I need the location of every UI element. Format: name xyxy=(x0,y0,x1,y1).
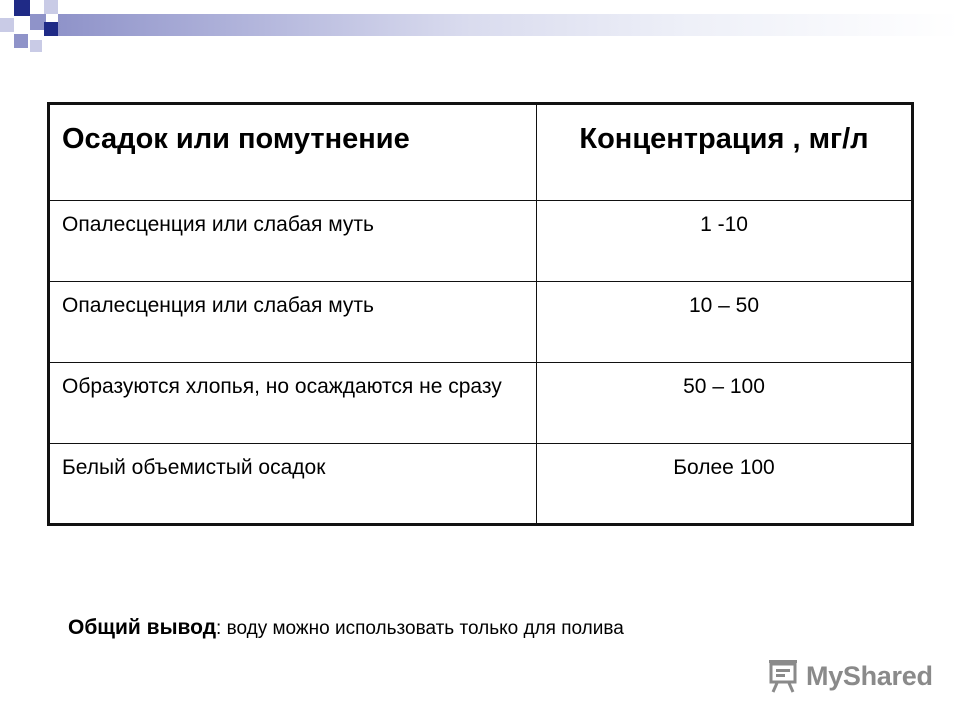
decor-square xyxy=(44,0,58,14)
conclusion-text: : воду можно использовать только для полива xyxy=(216,618,624,639)
table-row xyxy=(49,282,913,363)
decor-square xyxy=(14,34,28,48)
presentation-board-icon xyxy=(766,658,800,694)
table-row xyxy=(49,363,913,444)
row-description: Опалесценция или слабая муть xyxy=(49,201,537,282)
decor-square xyxy=(14,0,30,16)
header-decoration xyxy=(0,0,960,60)
column-header-concentration: Концентрация , мг/л xyxy=(537,104,913,201)
table-header-row xyxy=(49,104,913,201)
column-header-sediment: Осадок или помутнение xyxy=(49,104,537,201)
table-row xyxy=(49,444,913,525)
table-row xyxy=(49,201,913,282)
watermark xyxy=(766,656,933,696)
header-gradient-bar xyxy=(58,14,960,36)
row-description: Белый объемистый осадок xyxy=(49,444,537,525)
row-concentration: 50 – 100 xyxy=(537,363,913,444)
row-description: Опалесценция или слабая муть xyxy=(49,282,537,363)
conclusion-label: Общий вывод xyxy=(68,616,217,639)
decor-square xyxy=(30,40,42,52)
watermark-text: MyShared xyxy=(806,660,933,691)
row-concentration: Более 100 xyxy=(537,444,913,525)
row-concentration: 10 – 50 xyxy=(537,282,913,363)
concentration-table xyxy=(47,102,914,526)
row-concentration: 1 -10 xyxy=(537,201,913,282)
row-description: Образуются хлопья, но осаждаются не сразу xyxy=(49,363,537,444)
decor-square xyxy=(0,18,14,32)
decor-square xyxy=(44,22,58,36)
conclusion xyxy=(68,616,624,640)
